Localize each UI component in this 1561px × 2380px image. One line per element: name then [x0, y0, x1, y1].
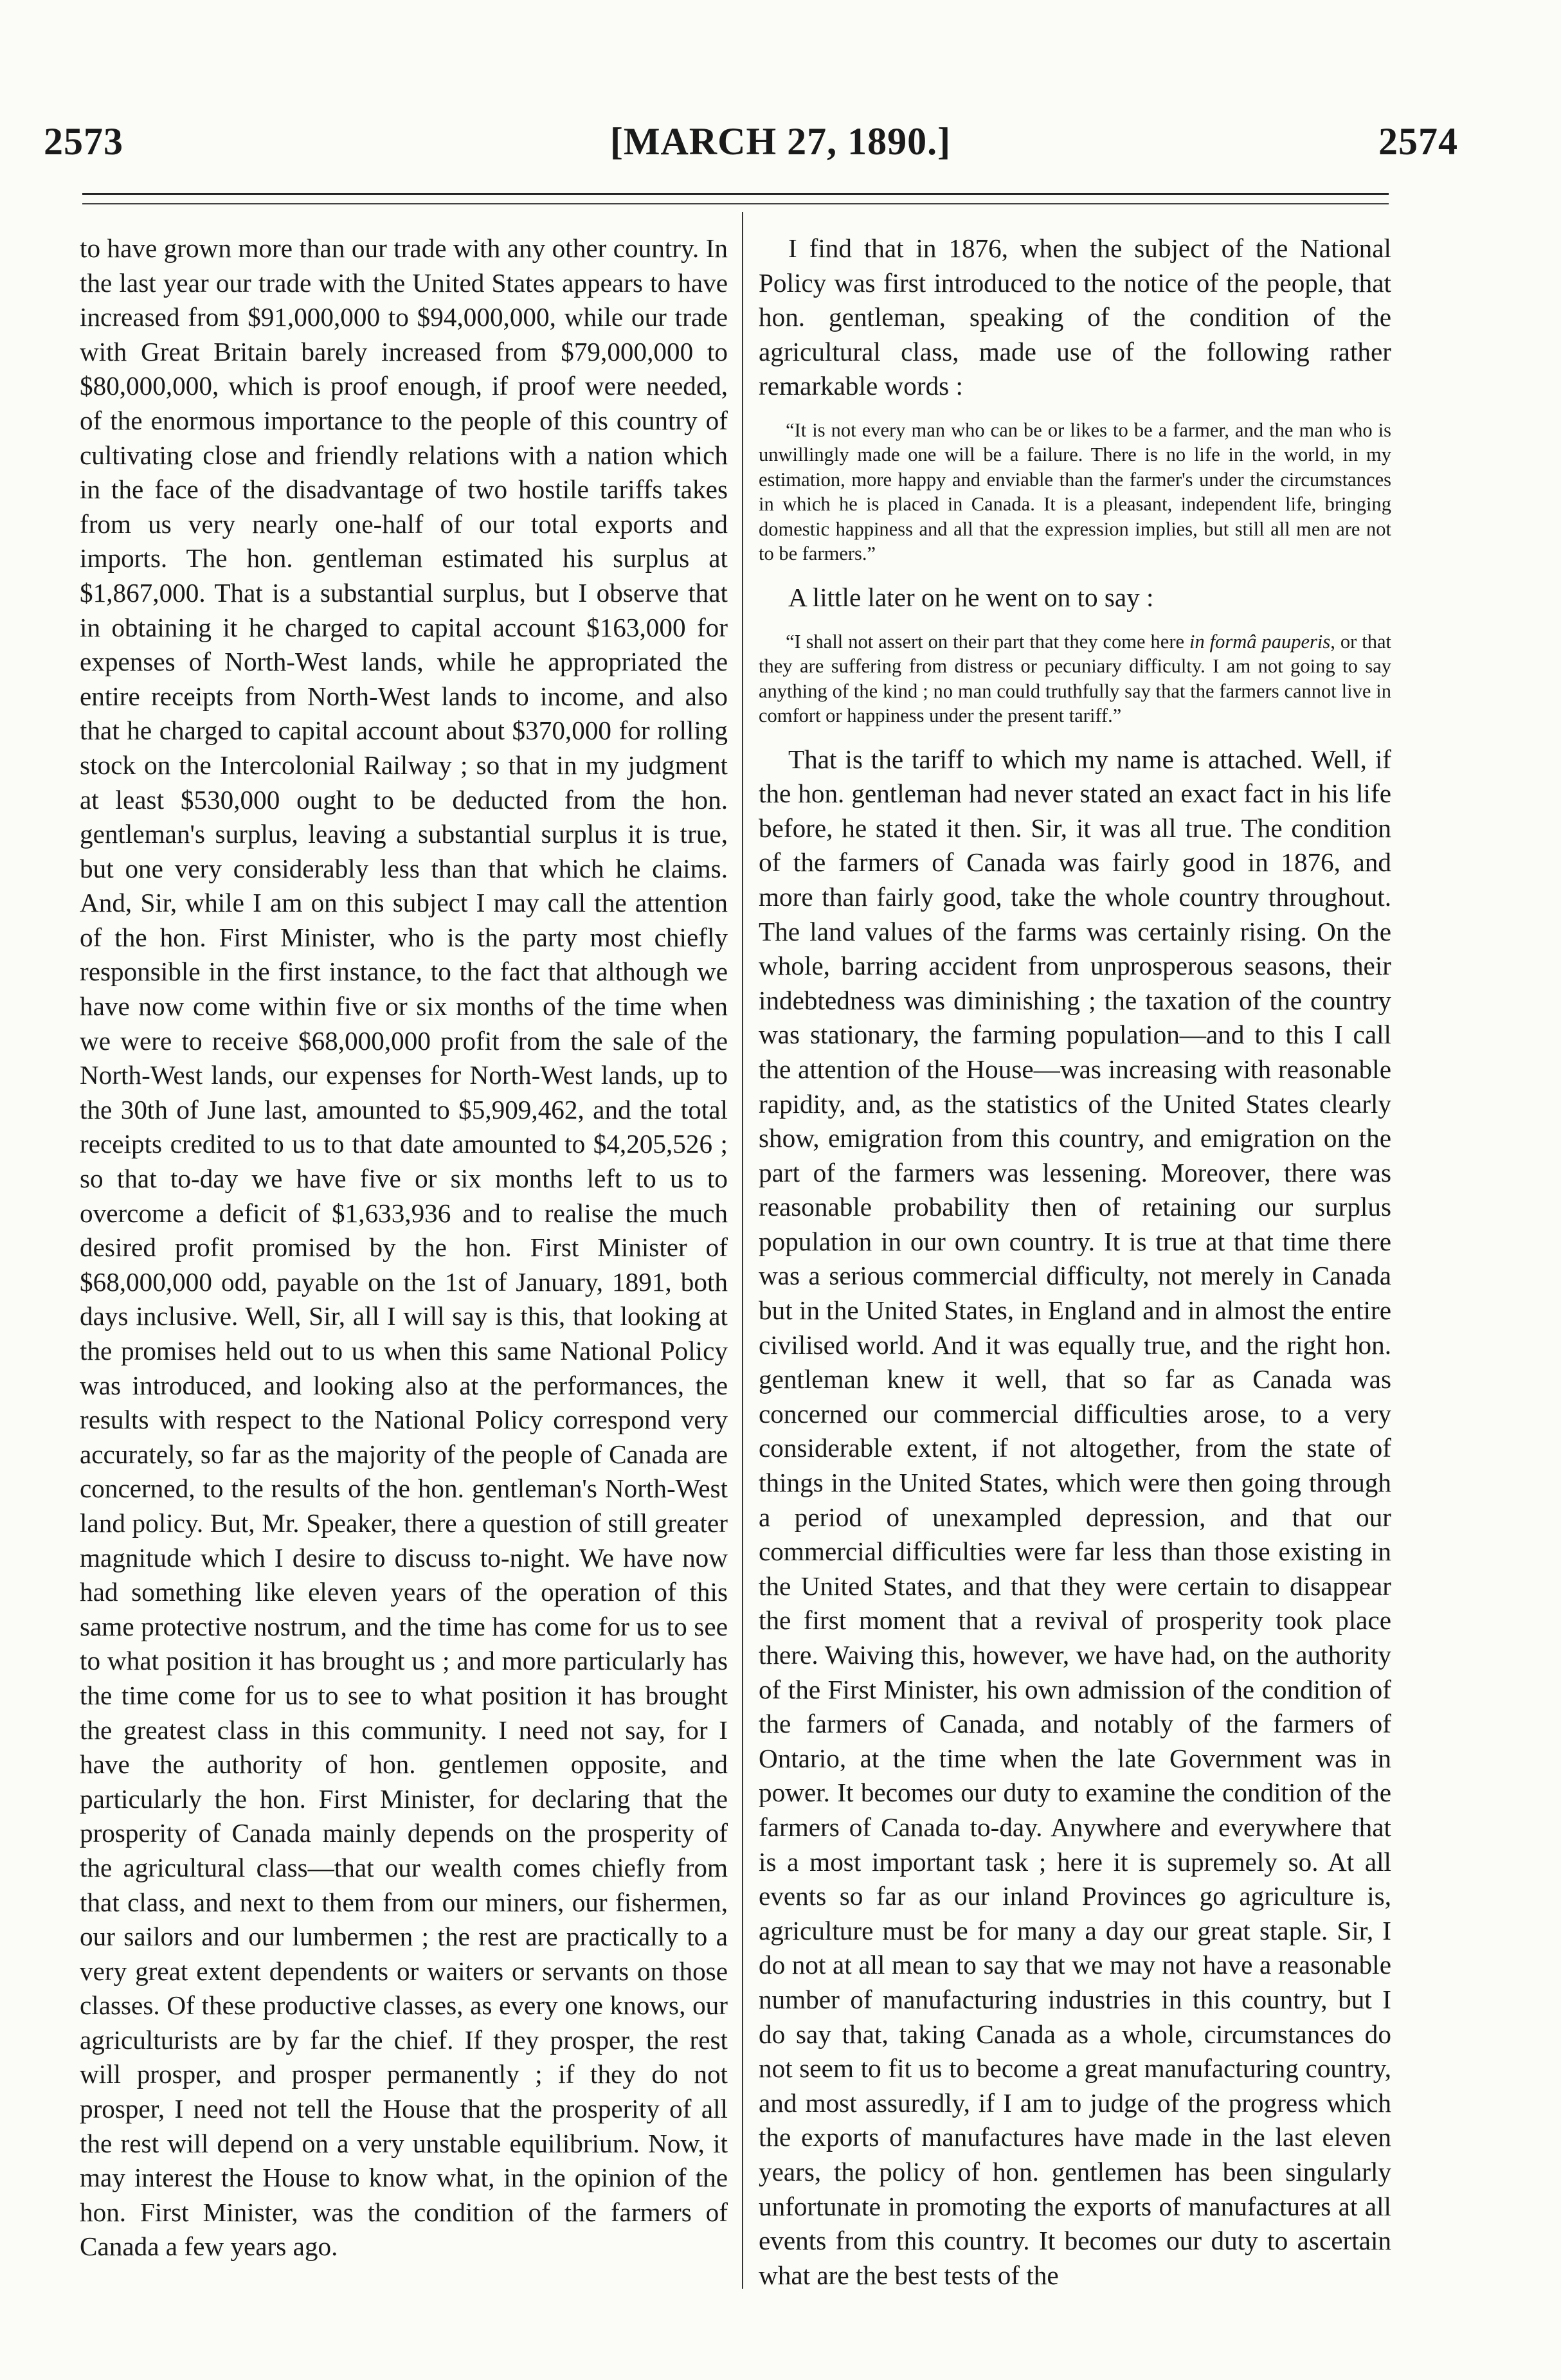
header-rule-secondary [82, 203, 1389, 204]
block-quote-2-latin-phrase: in formâ pauperis [1189, 630, 1331, 653]
block-quote-2-end: , or that they are suffering from distress or pecuniary difficulty. I am not going to say anything of the kind ; no man could truthfully say that the farmers cannot live in comfort or happiness under the present tariff.” [759, 630, 1391, 727]
block-quote-1-text: “It is not every man who can be or likes to be a farmer, and the man who is unwillingly made one will be a failure. There is no life in the world, in my estimation, more happy and enviable than the farmer's under the circumstances in which he is placed in Canada. It is a pleasant, independent life, bringing domestic happiness and all that the expression implies, but still all men are not to be farmers.” [759, 419, 1391, 565]
page-header [0, 0, 1561, 180]
header-rule [82, 193, 1389, 195]
right-paragraph-main: That is the tariff to which my name is attached. Well, if the hon. gentleman had never stated an exact fact in his life before, he stated it then. Sir, it was all true. The condition of the farmers of Canada was fairly good in 1876, and more than fairly good, take the whole country throughout. The land values of the farms was certainly rising. On the whole, barring accident from unprosperous seasons, their indebtedness was diminishing ; the taxation of the country was stationary, the farming population—and to this I call the attention of the House—was increasing with reasonable rapidity, and, as the statistics of the United States clearly show, emigration from this country, and emigration on the part of the farmers was lessening. Moreover, there was reasonable probability then of retaining our surplus population in our own country. It is true at that time there was a serious commercial difficulty, not merely in Canada but in the United States, in England and in almost the entire civilised world. And it was equally true, and the right hon. gentleman knew it well, that so far as Canada was concerned our commercial difficulties arose, to a very considerable extent, if not altogether, from the state of things in the United States, which were then going through a period of unexampled depression, and that our commercial difficulties were far less than those existing in the United States, and that they were certain to disappear the first moment that a revival of prosperity took place there. Waiving this, however, we have had, on the authority of the First Minister, his own admission of the condition of the farmers of Canada, and notably of the farmers of Ontario, at the time when the late Government was in power. It becomes our duty to examine the condition of the farmers of Canada to-day. Anywhere and everywhere that is a most important task ; here it is supremely so. At all events so far as our inland Provinces go agriculture is, agriculture must be for many a day our great staple. Sir, I do not at all mean to say that we may not have a reasonable number of manufacturing industries in this country, but I do say that, taking Canada as a whole, circumstances do not seem to fit us to become a great manufacturing country, and most assuredly, if I am to judge of the progress which the exports of manufactures have made in the last eleven years, the policy of hon. gentlemen has been singularly unfortunate in promoting the exports of manufactures at all events from this country. It becomes our duty to ascertain what are the best tests of the [759, 744, 1391, 2290]
page-number-left: 2573 [44, 120, 123, 163]
left-column [80, 231, 728, 2264]
right-column [759, 231, 1391, 2293]
block-quote-2 [759, 629, 1391, 728]
right-paragraph-transition: A little later on he went on to say : [788, 582, 1154, 612]
block-quote-2-start: “I shall not assert on their part that they come here [786, 630, 1189, 653]
page-number-right: 2574 [1378, 120, 1458, 163]
right-paragraph-intro: I find that in 1876, when the subject of the National Policy was first introduced to the notice of the people, that hon. gentleman, speaking of the condition of the agricultural class, made use of the following rather remarkable words : [759, 233, 1391, 401]
page-date: [MARCH 27, 1890.] [609, 120, 952, 163]
block-quote-1 [759, 418, 1391, 566]
block-quote-2-text [759, 629, 1391, 728]
left-paragraph: to have grown more than our trade with any other country. In the last year our trade with the United States appears to have increased from $91,000,000 to $94,000,000, while our trade with Great Britain barely increased from $79,000,000 to $80,000,000, which is proof enough, if proof were needed, of the enormous importance to the people of this country of cultivating close and friendly relations with a nation which in the face of the disadvantage of two hostile tariffs takes from us very nearly one-half of our total exports and imports. The hon. gentleman estimated his surplus at $1,867,000. That is a substantial surplus, but I observe that in obtaining it he charged to capital account $163,000 for expenses of North-West lands, while he appropriated the entire receipts from North-West lands to income, and also that he charged to capital account about $370,000 for rolling stock on the Intercolonial Railway ; so that in my judgment at least $530,000 ought to be deducted from the hon. gentleman's surplus, leaving a substantial surplus it is true, but one very considerably less than that which he claims. And, Sir, while I am on this subject I may call the attention of the hon. First Minister, who is the party most chiefly responsible in the first instance, to the fact that although we have now come within five or six months of the time when we were to receive $68,000,000 profit from the sale of the North-West lands, our expenses for North-West lands, up to the 30th of June last, amounted to $5,909,462, and the total receipts credited to us to that date amounted to $4,205,526 ; so that to-day we have five or six months left to us to overcome a deficit of $1,633,936 and to realise the much desired profit promised by the hon. First Minister of $68,000,000 odd, payable on the 1st of January, 1891, both days inclusive. Well, Sir, all I will say is this, that looking at the promises held out to us when this same National Policy was introduced, and looking also at the performances, the results with respect to the National Policy correspond very accurately, so far as the majority of the people of Canada are concerned, to the results of the hon. gentleman's North-West land policy. But, Mr. Speaker, there a question of still greater magnitude which I desire to discuss to-night. We have now had something like eleven years of the operation of this same protective nostrum, and the time has come for us to see to what position it has brought us ; and more particularly has the time come for us to see to what position it has brought the greatest class in this community. I need not say, for I have the authority of hon. gentlemen opposite, and particularly the hon. First Minister, for declaring that the prosperity of Canada mainly depends on the prosperity of the agricultural class—that our wealth comes chiefly from that class, and next to them from our miners, our fishermen, our sailors and our lumbermen ; the rest are practically to a very great extent dependents or waiters or servants on those classes. Of these productive classes, as every one knows, our agriculturists are by far the chief. If they prosper, the rest will prosper, and prosper permanently ; if they do not prosper, I need not tell the House that the prosperity of all the rest will depend on a very unstable equilibrium. Now, it may interest the House to know what, in the opinion of the hon. First Minister, was the condition of the farmers of Canada a few years ago. [80, 233, 728, 2262]
column-divider [742, 212, 743, 2289]
